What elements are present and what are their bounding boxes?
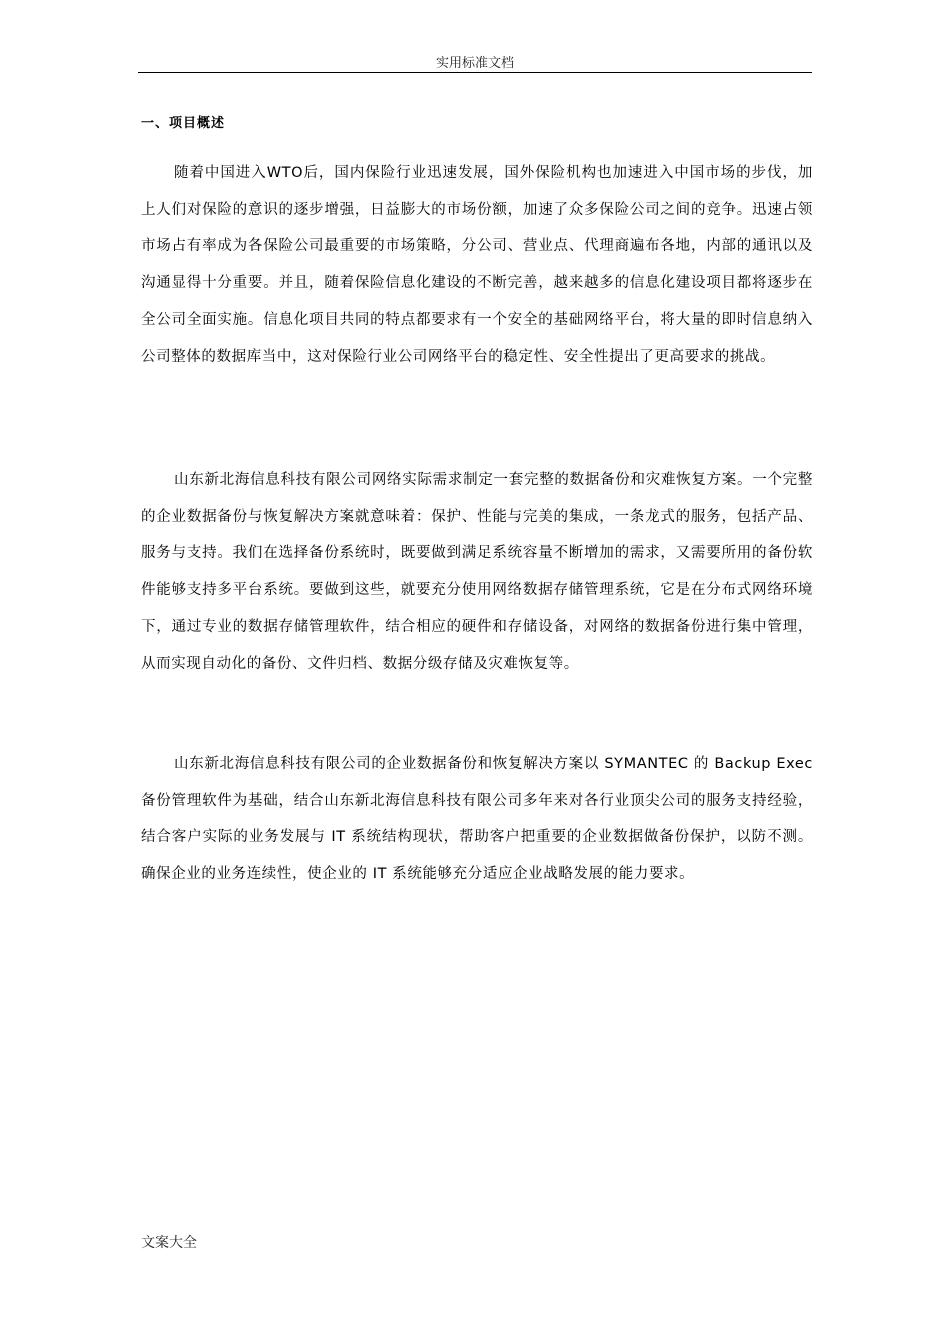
section-title: 一、项目概述: [141, 116, 226, 131]
body-paragraph-3: 山东新北海信息科技有限公司的企业数据备份和恢复解决方案以 SYMANTEC 的 Backup Exec 备份管理软件为基础，结合山东新北海信息科技有限公司多年来对各行业顶尖公司的服务支持经验，结合客户实际的业务发展与 IT 系统结构现状，帮助客户把重要的企业数据做备份保护，以防不测。确保企业的业务连续性，使企业的 IT 系统能够充分适应企业战略发展的能力要求。: [141, 756, 813, 883]
body-paragraph-1: 随着中国进入WTO后，国内保险行业迅速发展，国外保险机构也加速进入中国市场的步伐，加上人们对保险的意识的逐步增强，日益膨大的市场份额，加速了众多保险公司之间的竞争。迅速占领市场占有率成为各保险公司最重要的市场策略，分公司、营业点、代理商遍布各地，内部的通讯以及沟通显得十分重要。并且，随着保险信息化建设的不断完善，越来越多的信息化建设项目都将逐步在全公司全面实施。信息化项目共同的特点都要求有一个安全的基础网络平台，将大量的即时信息纳入公司整体的数据库当中，这对保险行业公司网络平台的稳定性、安全性提出了更高要求的挑战。: [141, 165, 813, 365]
page-header: 实用标准文档: [435, 56, 514, 71]
header-divider: [138, 72, 812, 73]
body-paragraph-2: 山东新北海信息科技有限公司网络实际需求制定一套完整的数据备份和灾难恢复方案。一个完整的企业数据备份与恢复解决方案就意味着：保护、性能与完美的集成，一条龙式的服务，包括产品、服务与支持。我们在选择备份系统时，既要做到满足系统容量不断增加的需求，又需要所用的备份软件能够支持多平台系统。要做到这些，就要充分使用网络数据存储管理系统，它是在分布式网络环境下，通过专业的数据存储管理软件，结合相应的硬件和存储设备，对网络的数据备份进行集中管理，从而实现自动化的备份、文件归档、数据分级存储及灾难恢复等。: [141, 472, 813, 672]
page-footer: 文案大全: [141, 1235, 197, 1251]
